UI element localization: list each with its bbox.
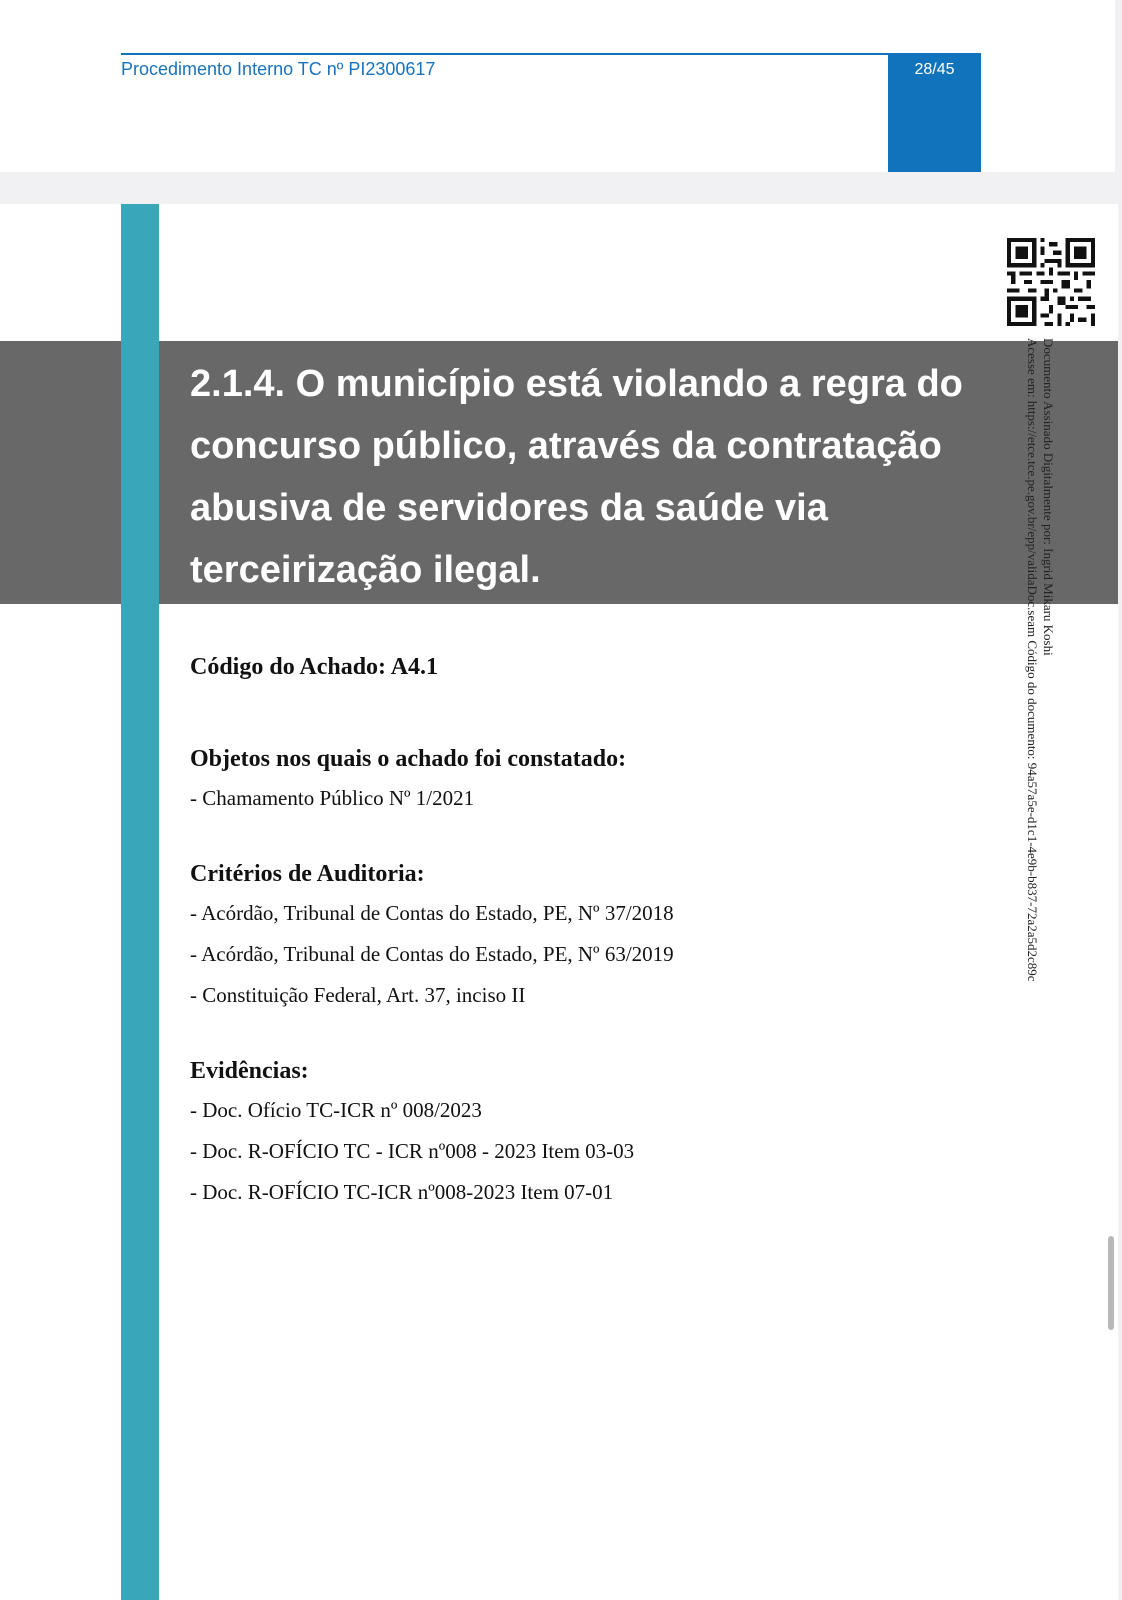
finding-content [190, 652, 970, 1253]
previous-page-header [0, 0, 1115, 172]
criteria-section [190, 859, 970, 1016]
criteria-item: - Acórdão, Tribunal de Contas do Estado, PE, Nº 37/2018 [190, 901, 674, 925]
evidence-item: - Doc. R-OFÍCIO TC - ICR nº008 - 2023 Item 03-03 [190, 1139, 635, 1163]
scrollbar-thumb[interactable] [1108, 1236, 1114, 1330]
header-rule [121, 53, 981, 55]
evidence-section [190, 1056, 970, 1213]
digital-signature-stamp [1022, 338, 1058, 1098]
evidence-label: Evidências: [190, 1058, 309, 1084]
criteria-item: - Acórdão, Tribunal de Contas do Estado, PE, Nº 63/2019 [190, 942, 674, 966]
side-accent-bar-segment [121, 341, 159, 604]
document-page [0, 204, 1118, 1600]
finding-heading-band [0, 341, 1118, 604]
signature-signer-line: Documento Assinado Digitalmente por: Ingrid Mikaru Koshi [1041, 338, 1056, 656]
objects-section [190, 744, 970, 819]
qr-code-graphic [1007, 238, 1095, 326]
evidence-item: - Doc. Ofício TC-ICR nº 008/2023 [190, 1098, 482, 1122]
objects-item: - Chamamento Público Nº 1/2021 [190, 786, 475, 810]
finding-title: 2.1.4. O município está violando a regra do concurso público, através da contratação abusiva de servidores da saúde via terceirização ilegal. [190, 363, 963, 591]
document-header-title: Procedimento Interno TC nº PI2300617 [121, 59, 436, 79]
qr-code [1007, 238, 1095, 326]
page-number: 28/45 [914, 61, 955, 78]
signature-validation-line: Acesse em: https://etce.tce.pe.gov.br/epp/validaDoc.seam Código do documento: 94a57a5e-d1c1-4e9b-b837-72a2a5d2c89c [1025, 338, 1040, 982]
criteria-item: - Constituição Federal, Art. 37, inciso II [190, 983, 526, 1007]
objects-label: Objetos nos quais o achado foi constatado: [190, 746, 627, 772]
finding-code: Código do Achado: A4.1 [190, 654, 439, 680]
criteria-label: Critérios de Auditoria: [190, 861, 425, 887]
evidence-item: - Doc. R-OFÍCIO TC-ICR nº008-2023 Item 07-01 [190, 1180, 614, 1204]
page-number-box [888, 54, 981, 172]
